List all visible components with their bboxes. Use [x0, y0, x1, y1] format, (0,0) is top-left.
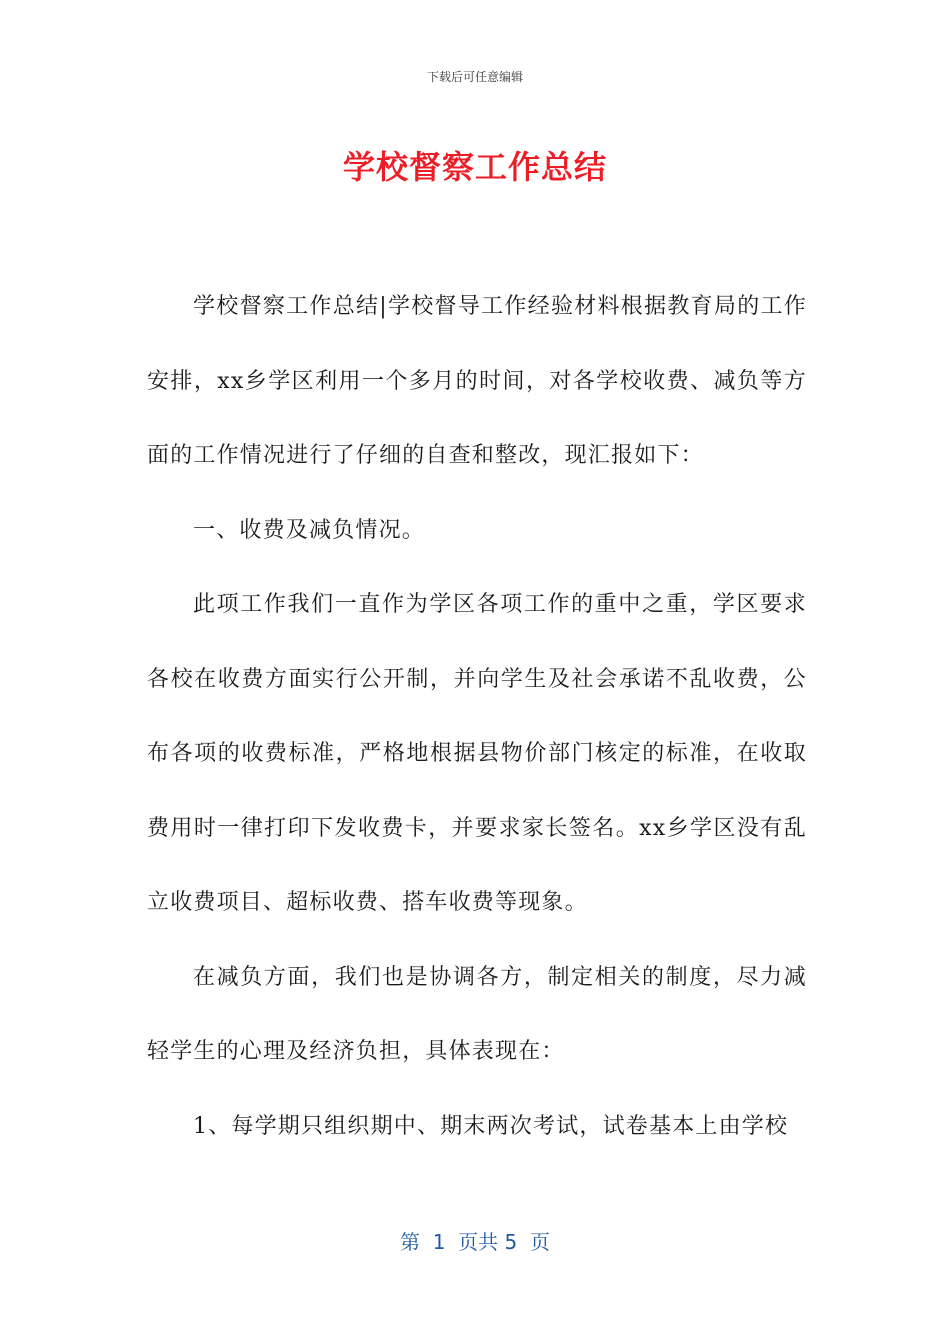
list-item: 1、每学期只组织期中、期末两次考试，试卷基本上由学校: [193, 1113, 789, 1139]
document-body: [147, 270, 807, 1164]
section-heading: 一、收费及减负情况。: [193, 517, 426, 543]
paragraph: 学校督察工作总结|学校督导工作经验材料根据教育局的工作安排，xx乡学区利用一个多月的时间，对各学校收费、减负等方面的工作情况进行了仔细的自查和整改，现汇报如下：: [147, 294, 807, 468]
document-title: 学校督察工作总结: [342, 148, 607, 186]
paragraph: 此项工作我们一直作为学区各项工作的重中之重，学区要求各校在收费方面实行公开制，并向学生及社会承诺不乱收费，公布各项的收费标准，严格地根据县物价部门核定的标准，在收取费用时一律打印下发收费卡，并要求家长签名。xx乡学区没有乱立收费项目、超标收费、搭车收费等现象。: [147, 592, 807, 915]
header-note: 下载后可任意编辑: [426, 70, 523, 84]
page-footer: 第 1 页共 5 页: [400, 1230, 550, 1254]
paragraph: 在减负方面，我们也是协调各方，制定相关的制度，尽力减轻学生的心理及经济负担，具体表现在：: [147, 964, 807, 1064]
